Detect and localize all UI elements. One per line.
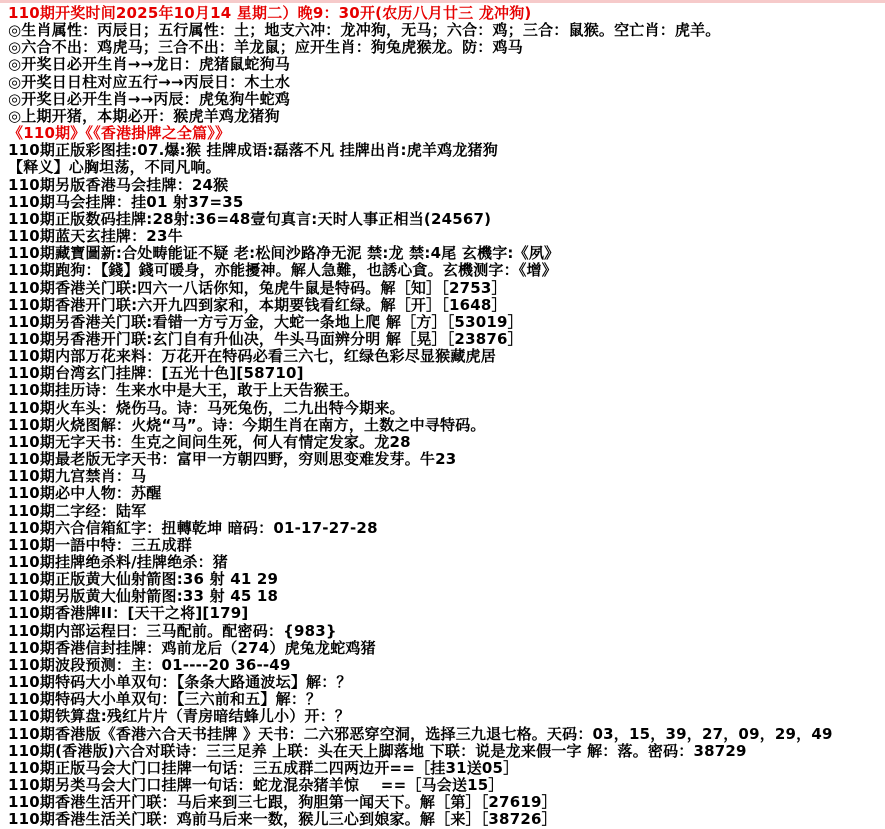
text-line: ◎开奖日必开生肖→→丙辰：虎兔狗牛蛇鸡 [8, 89, 291, 108]
text-body [8, 5, 881, 829]
text-line: 110期(香港版)六合对联诗：三三足养 上联：头在天上脚落地 下联：说是龙来假一字 解：落。密码：38729 [8, 741, 747, 760]
text-line: 110期内部万花来料：万花开在特码必看三六七，红绿色彩尽显猴藏虎居 [8, 347, 496, 366]
text-line: 110期二字经：陆军 [8, 501, 147, 520]
text-line: 110期开奖时间2025年10月14 星期二）晚9：30开(农历八月廿三 龙冲狗) [8, 4, 532, 22]
text-line: 110期香港牌II：[天干之将][179] [8, 604, 249, 623]
text-line: ◎开奖日必开生肖→→龙日：虎猪鼠蛇狗马 [8, 55, 291, 74]
text-line: 110期最老版无字天书：富甲一方朝四野，穷则思变难发芽。牛23 [8, 450, 457, 469]
text-line: 110期另香港开门联:玄门自有升仙决，牛头马面辨分明 解［晃］［23876］ [8, 329, 523, 348]
text-line: 110期香港关门联:四六一八话你知，兔虎牛鼠是特码。解［知］［2753］ [8, 278, 507, 297]
text-line: 110期正版彩图挂:07.爆:猴 挂牌成语:磊落不凡 挂牌出肖:虎羊鸡龙猪狗 [8, 141, 498, 160]
text-line: ◎六合不出：鸡虎马；三合不出：羊龙鼠；应开生肖：狗兔虎猴龙。防：鸡马 [8, 38, 523, 57]
text-line: 110期特码大小单双句：【条条大路通波坛】解：？ [8, 673, 352, 692]
text-line: 110期一語中特：三五成群 [8, 535, 192, 554]
text-line: 110期内部运程曰：三马配前。配密码：{983} [8, 621, 337, 640]
text-line: 110期挂历诗：生来水中是大王，敢于上天告猴王。 [8, 381, 360, 400]
text-line: 110期六合信箱紅字：扭轉乾坤 暗码：01-17-27-28 [8, 518, 378, 537]
text-line: 110期九宫禁肖：马 [8, 467, 147, 486]
text-line: 110期正版黄大仙射箭图:36 射 41 29 [8, 570, 279, 589]
text-line: 《110期》《《香港掛牌之全篇》》 [8, 124, 231, 143]
text-line: 110期必中人物：苏醒 [8, 484, 162, 503]
text-line: 110期特码大小单双句：【三六前和五】解：？ [8, 690, 322, 709]
text-line: 110期另版香港马会挂牌：24猴 [8, 175, 229, 194]
text-line: 110期香港生活关门联：鸡前马后来一数，猴儿三心到娘家。解［来］［38726］ [8, 810, 557, 829]
lottery-tips-page [0, 3, 885, 829]
text-line: 110期火烧图解：火烧“马”。诗：今期生肖在南方，土数之中寻特码。 [8, 415, 486, 434]
text-line: ◎上期开猪，本期必开：猴虎羊鸡龙猪狗 [8, 106, 280, 125]
text-line: 110期蓝天玄挂牌：23牛 [8, 227, 183, 246]
text-line: 110期无字天书：生克之间问生死，何人有情定发家。龙28 [8, 432, 411, 451]
text-line: 110期跑狗：【錢】錢可暖身，亦能擾神。解人急難，也誘心貪。玄機测字：《增》 [8, 261, 557, 280]
text-line: 110期正版数码挂牌:28射:36=48壹句真言:天时人事正相当(24567) [8, 209, 492, 228]
text-line: 【释义】心胸坦荡，不同凡响。 [8, 158, 221, 177]
text-line: 110期另版黄大仙射箭图:33 射 45 18 [8, 587, 279, 606]
text-line: 110期铁算盘:残红片片（青房暗结蜂儿小）开：？ [8, 707, 351, 726]
text-line: 110期香港版《香港六合天书挂牌 》天书：二六邪恶穿空洞，选择三九退七格。天码：03，15，39，27，09，29，49 [8, 724, 833, 743]
text-line: ◎生肖属性：丙辰日；五行属性：土；地支六冲：龙冲狗，无马；六合：鸡；三合：鼠猴。空亡肖：虎羊。 [8, 21, 721, 40]
text-line: 110期波段预测：主：01----20 36--49 [8, 655, 291, 674]
text-line: 110期挂牌绝杀料/挂牌绝杀：猪 [8, 553, 228, 571]
text-line: 110期香港开门联:六开九四到家和，本期要钱看红绿。解［开］［1648］ [8, 295, 507, 314]
text-line: 110期香港信封挂牌：鸡前龙后（274）虎兔龙蛇鸡猪 [8, 638, 376, 657]
text-line: 110期正版马会大门口挂牌一句话：三五成群二四两边开==［挂31送05］ [8, 758, 519, 777]
text-line: 110期另香港关门联:看错一方亏万金，大蛇一条地上爬 解［方］［53019］ [8, 312, 523, 331]
text-line: 110期香港生活开门联：马后来到三七跟，狗胆第一闻天下。解［第］［27619］ [8, 793, 557, 812]
text-line: 110期火车头：烧伤马。诗：马死兔伤，二九出特今期来。 [8, 398, 405, 417]
text-line: 110期马会挂牌：挂01 射37=35 [8, 192, 244, 211]
text-line: ◎开奖日日柱对应五行→→丙辰日：木土水 [8, 72, 291, 91]
text-line: 110期台湾玄门挂牌：[五光十色][58710] [8, 364, 304, 383]
text-line: 110期藏寶圖新:合处畴能证不疑 老:松间沙路净无泥 禁:龙 禁:4尾 玄機字:《夙》 [8, 244, 560, 263]
text-line: 110期另类马会大门口挂牌一句话：蛇龙混杂猪羊惊 ==［马会送15］ [8, 776, 504, 795]
